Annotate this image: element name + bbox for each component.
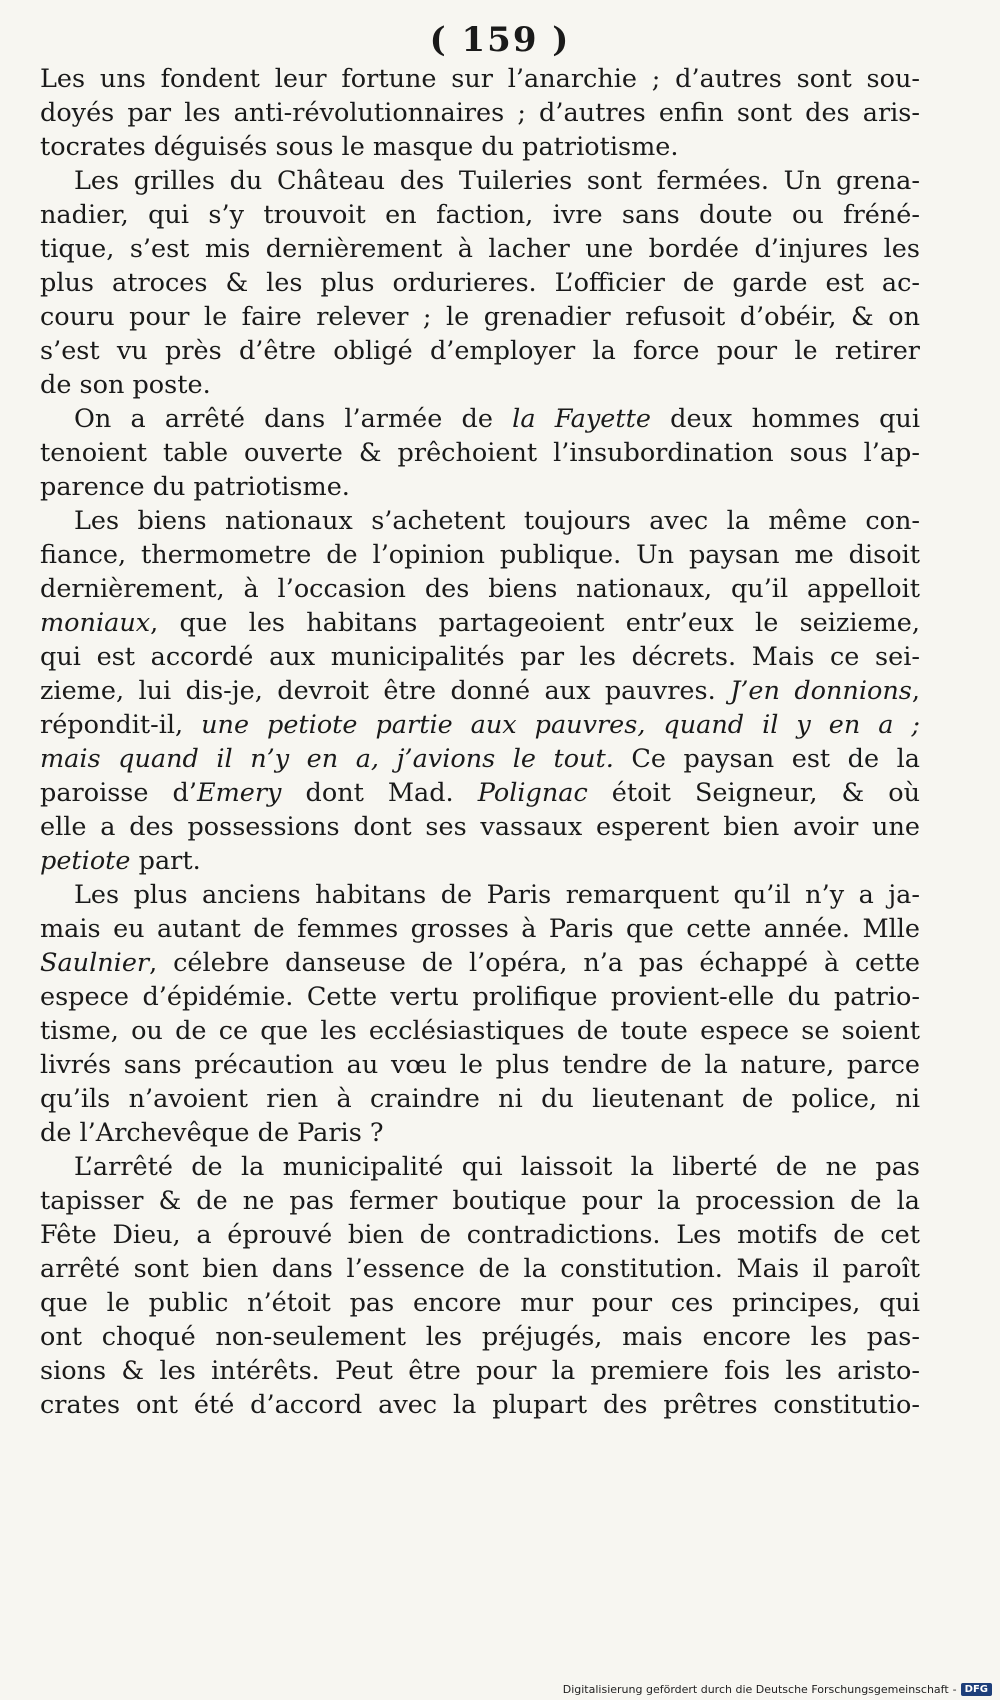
paragraph	[40, 62, 920, 164]
text-run: dernièrement, à l’occasion des biens nationaux, qu’il appelloit	[40, 574, 920, 604]
text-run: tocrates déguisés sous le masque du patriotisme.	[40, 132, 679, 162]
italic-text: petiote	[40, 846, 131, 876]
text-line	[40, 1218, 920, 1252]
text-run: tenoient table ouverte & prêchoient l’insubordination sous l’ap-	[40, 438, 920, 468]
text-line	[40, 912, 920, 946]
italic-text: la Fayette	[512, 404, 651, 434]
text-line	[40, 504, 920, 538]
text-line	[40, 232, 920, 266]
text-run: crates ont été d’accord avec la plupart des prêtres constitutio-	[40, 1390, 920, 1420]
italic-text: J’en donnions	[730, 676, 912, 706]
footer-text: Digitalisierung gefördert durch die Deutsche Forschungsgemeinschaft	[562, 1683, 949, 1696]
text-line	[40, 980, 920, 1014]
text-run: Les grilles du Château des Tuileries sont fermées. Un grena-	[74, 166, 920, 196]
text-line	[40, 1286, 920, 1320]
text-run: tapisser & de ne pas fermer boutique pour la procession de la	[40, 1186, 920, 1216]
text-run: Les plus anciens habitans de Paris remarquent qu’il n’y a ja-	[74, 880, 920, 910]
text-run: L’arrêté de la municipalité qui laissoit la liberté de ne pas	[74, 1152, 920, 1182]
text-line	[40, 674, 920, 708]
text-run: elle a des possessions dont ses vassaux esperent bien avoir une	[40, 812, 920, 842]
text-run: couru pour le faire relever ; le grenadier refusoit d’obéir, & on	[40, 302, 920, 332]
text-run: deux hommes qui	[650, 404, 920, 434]
text-run: Les biens nationaux s’achetent toujours avec la même con-	[74, 506, 920, 536]
text-line	[40, 470, 920, 504]
text-line	[40, 878, 920, 912]
text-run: Fête Dieu, a éprouvé bien de contradictions. Les motifs de cet	[40, 1220, 920, 1250]
text-run: nadier, qui s’y trouvoit en faction, ivre sans doute ou fréné-	[40, 200, 920, 230]
text-run: doyés par les anti-révolutionnaires ; d’autres enfin sont des aris-	[40, 98, 920, 128]
paragraph	[40, 878, 920, 1150]
text-line	[40, 334, 920, 368]
text-run: , célebre danseuse de l’opéra, n’a pas échappé à cette	[149, 948, 920, 978]
paragraph	[40, 402, 920, 504]
text-run: sions & les intérêts. Peut être pour la premiere fois les aristo-	[40, 1356, 920, 1386]
text-line	[40, 436, 920, 470]
text-run: qu’ils n’avoient rien à craindre ni du lieutenant de police, ni	[40, 1084, 920, 1114]
text-line	[40, 538, 920, 572]
paragraph	[40, 164, 920, 402]
italic-text: moniaux	[40, 608, 151, 638]
text-line	[40, 130, 920, 164]
italic-text: Saulnier	[40, 948, 150, 978]
text-line	[40, 1184, 920, 1218]
text-line	[40, 96, 920, 130]
text-line	[40, 844, 920, 878]
paragraph	[40, 1150, 920, 1422]
text-line	[40, 62, 920, 96]
text-line	[40, 198, 920, 232]
text-line	[40, 776, 920, 810]
text-run: que le public n’étoit pas encore mur pour ces principes, qui	[40, 1288, 920, 1318]
italic-text: Polignac	[477, 778, 588, 808]
text-line	[40, 1320, 920, 1354]
text-line	[40, 1252, 920, 1286]
text-run: tisme, ou de ce que les ecclésiastiques de toute espece se soient	[40, 1016, 920, 1046]
text-run: qui est accordé aux municipalités par les décrets. Mais ce sei-	[40, 642, 920, 672]
text-run: On a arrêté dans l’armée de	[74, 404, 513, 434]
italic-text: mais quand il n’y en a, j’avions le tout.	[40, 744, 614, 774]
text-line	[40, 946, 920, 980]
text-run: fiance, thermometre de l’opinion publique. Un paysan me disoit	[40, 540, 920, 570]
text-run: livrés sans précaution au vœu le plus tendre de la nature, parce	[40, 1050, 920, 1080]
text-run: tique, s’est mis dernièrement à lacher une bordée d’injures les	[40, 234, 920, 264]
text-line	[40, 1014, 920, 1048]
text-run: zieme, lui dis-je, devroit être donné aux pauvres.	[40, 676, 731, 706]
text-run: part.	[130, 846, 201, 876]
text-line	[40, 164, 920, 198]
text-line	[40, 640, 920, 674]
text-run: ,	[911, 676, 920, 706]
text-line	[40, 1116, 920, 1150]
text-run: espece d’épidémie. Cette vertu prolifique provient-elle du patrio-	[40, 982, 920, 1012]
text-line	[40, 1354, 920, 1388]
text-run: de son poste.	[40, 370, 211, 400]
text-run: paroisse d’	[40, 778, 197, 808]
text-run: arrêté sont bien dans l’essence de la constitution. Mais il paroît	[40, 1254, 920, 1284]
text-run: s’est vu près d’être obligé d’employer la force pour le retirer	[40, 336, 920, 366]
text-run: de l’Archevêque de Paris ?	[40, 1118, 384, 1148]
text-line	[40, 300, 920, 334]
text-line	[40, 708, 920, 742]
text-line	[40, 266, 920, 300]
text-run: étoit Seigneur, & où	[587, 778, 920, 808]
text-run: plus atroces & les plus ordurieres. L’officier de garde est ac-	[40, 268, 920, 298]
italic-text: une petiote partie aux pauvres, quand il y en a ;	[201, 710, 920, 740]
body-text	[40, 62, 920, 1422]
text-run: parence du patriotisme.	[40, 472, 350, 502]
text-run: dont Mad.	[281, 778, 478, 808]
text-run: Les uns fondent leur fortune sur l’anarchie ; d’autres sont sou-	[40, 64, 920, 94]
text-line	[40, 1388, 920, 1422]
text-run: mais eu autant de femmes grosses à Paris que cette année. Mlle	[40, 914, 920, 944]
text-line	[40, 1082, 920, 1116]
paragraph	[40, 504, 920, 878]
text-line	[40, 810, 920, 844]
text-run: , que les habitans partageoient entr’eux le seizieme,	[150, 608, 920, 638]
dfg-logo: DFG	[961, 1683, 992, 1696]
text-line	[40, 1150, 920, 1184]
text-line	[40, 606, 920, 640]
page-number: ( 159 )	[429, 20, 571, 60]
italic-text: Emery	[196, 778, 282, 808]
digitization-footer: Digitalisierung gefördert durch die Deutsche Forschungsgemeinschaft - DFG	[563, 1683, 992, 1696]
text-line	[40, 1048, 920, 1082]
text-line	[40, 572, 920, 606]
text-line	[40, 742, 920, 776]
text-line	[40, 368, 920, 402]
text-line	[40, 402, 920, 436]
text-run: répondit-il,	[40, 710, 202, 740]
text-run: Ce paysan est de la	[613, 744, 920, 774]
text-run: ont choqué non-seulement les préjugés, mais encore les pas-	[40, 1322, 920, 1352]
